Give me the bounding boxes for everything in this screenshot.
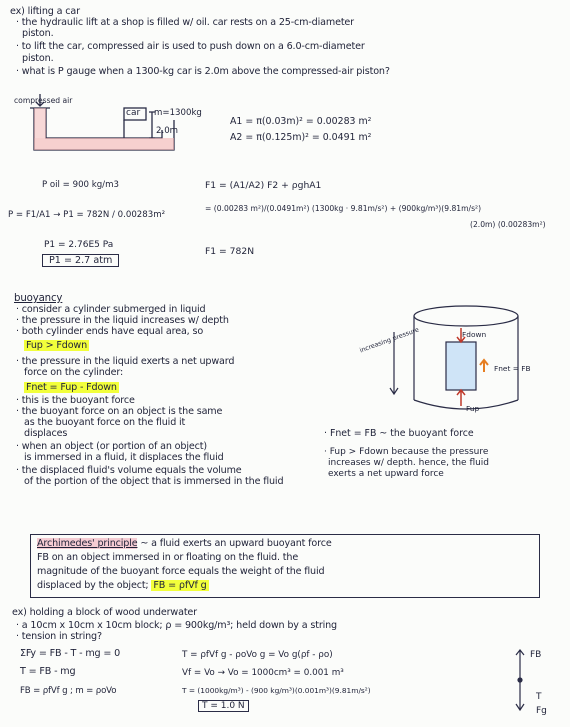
buoyancy-note: · Fup > Fdown because the pressure bbox=[324, 447, 489, 457]
force-eq-line1: F1 = (A1/A2) F2 + ρghA1 bbox=[205, 180, 322, 191]
pressure-result: P1 = 2.7 atm bbox=[42, 254, 119, 267]
buoyancy-title: buoyancy bbox=[14, 293, 63, 304]
buoyancy-note: increases w/ depth. hence, the fluid bbox=[328, 458, 490, 468]
archimedes-box bbox=[30, 534, 540, 598]
fnet-definition: Fnet = Fup - Fdown bbox=[26, 382, 117, 393]
fbd-t-label: T bbox=[536, 692, 542, 702]
buoyancy-line: as the buoyant force on the fluid it bbox=[24, 417, 186, 428]
pressure-eq-line2: P1 = 2.76E5 Pa bbox=[44, 240, 114, 250]
example2-line: · a 10cm x 10cm x 10cm block; ρ = 900kg/m³; held down by a string bbox=[16, 620, 338, 631]
archimedes-title: Archimedes' principle bbox=[37, 538, 138, 549]
oil-fill bbox=[34, 138, 174, 150]
example2-line: · tension in string? bbox=[16, 631, 102, 642]
car-label: car bbox=[126, 108, 141, 118]
fnet-label: Fnet = FB bbox=[494, 364, 531, 373]
fdown-label: Fdown bbox=[462, 330, 487, 339]
example1-title: ex) lifting a car bbox=[10, 6, 80, 17]
fup-greater-fdown: Fup > Fdown bbox=[26, 340, 88, 351]
height-label: 2.0m bbox=[156, 126, 179, 136]
fbd-fg-label: Fg bbox=[536, 706, 547, 716]
buoyancy-line: · when an object (or portion of an object) bbox=[16, 441, 207, 452]
example2-left-eq: ΣFy = FB - T - mg = 0 bbox=[20, 648, 121, 659]
buoyancy-line: · both cylinder ends have equal area, so bbox=[16, 326, 204, 337]
fbd-fb-label: FB bbox=[530, 650, 542, 660]
example2-title: ex) holding a block of wood underwater bbox=[12, 607, 197, 618]
example2-right-eq: T = ρfVf g - ρoVo g = Vo g(ρf - ρo) bbox=[182, 650, 333, 660]
archimedes-formula: FB = ρfVf g bbox=[153, 580, 207, 591]
archimedes-line: ~ a fluid exerts an upward buoyant force bbox=[140, 538, 332, 549]
buoyancy-note: · Fnet = FB ~ the buoyant force bbox=[324, 428, 474, 439]
buoyancy-line: · the buoyant force on an object is the same bbox=[16, 406, 223, 417]
example1-line: piston. bbox=[22, 53, 54, 64]
buoyancy-line: displaces bbox=[24, 428, 68, 439]
area-a2: A2 = π(0.125m)² = 0.0491 m² bbox=[230, 132, 372, 143]
oil-fill bbox=[34, 108, 46, 138]
archimedes-line: FB on an object immersed in or floating on the fluid. the bbox=[37, 552, 299, 563]
buoyancy-line: · consider a cylinder submerged in liquid bbox=[16, 304, 206, 315]
example1-line: · to lift the car, compressed air is used to push down on a 6.0-cm-diameter bbox=[16, 41, 365, 52]
example1-line: piston. bbox=[22, 28, 54, 39]
buoyancy-line: of the portion of the object that is immersed in the fluid bbox=[24, 476, 284, 487]
increasing-pressure-label: increasing pressure bbox=[358, 325, 421, 355]
buoyancy-note: exerts a net upward force bbox=[328, 469, 444, 479]
block-free-body-diagram bbox=[498, 640, 558, 720]
buoyancy-line: · the pressure in the liquid increases w/ depth bbox=[16, 315, 229, 326]
example1-line: · the hydraulic lift at a shop is filled w/ oil. car rests on a 25-cm-diameter bbox=[16, 17, 354, 28]
force-result: F1 = 782N bbox=[205, 246, 255, 257]
archimedes-line: magnitude of the buoyant force equals the weight of the fluid bbox=[37, 566, 325, 577]
submerged-cylinder-diagram bbox=[380, 302, 530, 420]
example1-line: · what is P gauge when a 1300-kg car is 2.0m above the compressed-air piston? bbox=[16, 66, 390, 77]
pressure-eq-line1: P = F1/A1 → P1 = 782N / 0.00283m² bbox=[8, 210, 166, 220]
example2-right-eq: T = (1000kg/m³) - (900 kg/m³)(0.001m³)(9.81m/s²) bbox=[182, 686, 371, 695]
force-eq-line3: (2.0m) (0.00283m²) bbox=[470, 220, 546, 229]
example2-left-eq: T = FB - mg bbox=[20, 666, 76, 677]
buoyancy-line: · the pressure in the liquid exerts a net upward bbox=[16, 356, 235, 367]
buoyancy-line: is immersed in a fluid, it displaces the fluid bbox=[24, 452, 224, 463]
fup-label: Fup bbox=[466, 404, 480, 413]
example2-answer: T = 1.0 N bbox=[198, 700, 249, 712]
example2-left-eq: FB = ρfVf g ; m = ρoVo bbox=[20, 686, 117, 696]
force-eq-line2: = (0.00283 m²)/(0.0491m²) (1300kg · 9.81m/s²) + (900kg/m³)(9.81m/s²) bbox=[205, 204, 482, 213]
example2-right-eq: Vf = Vo → Vo = 1000cm³ = 0.001 m³ bbox=[182, 668, 344, 678]
compressed-air-label: compressed air bbox=[14, 96, 73, 105]
buoyancy-line: force on the cylinder: bbox=[24, 367, 124, 378]
archimedes-line: displaced by the object; bbox=[37, 580, 149, 591]
buoyancy-line: · this is the buoyant force bbox=[16, 395, 135, 406]
buoyancy-line: · the displaced fluid's volume equals the volume bbox=[16, 465, 242, 476]
oil-density-label: P oil = 900 kg/m3 bbox=[42, 180, 119, 190]
area-a1: A1 = π(0.03m)² = 0.00283 m² bbox=[230, 116, 372, 127]
mass-label: m=1300kg bbox=[154, 108, 202, 118]
